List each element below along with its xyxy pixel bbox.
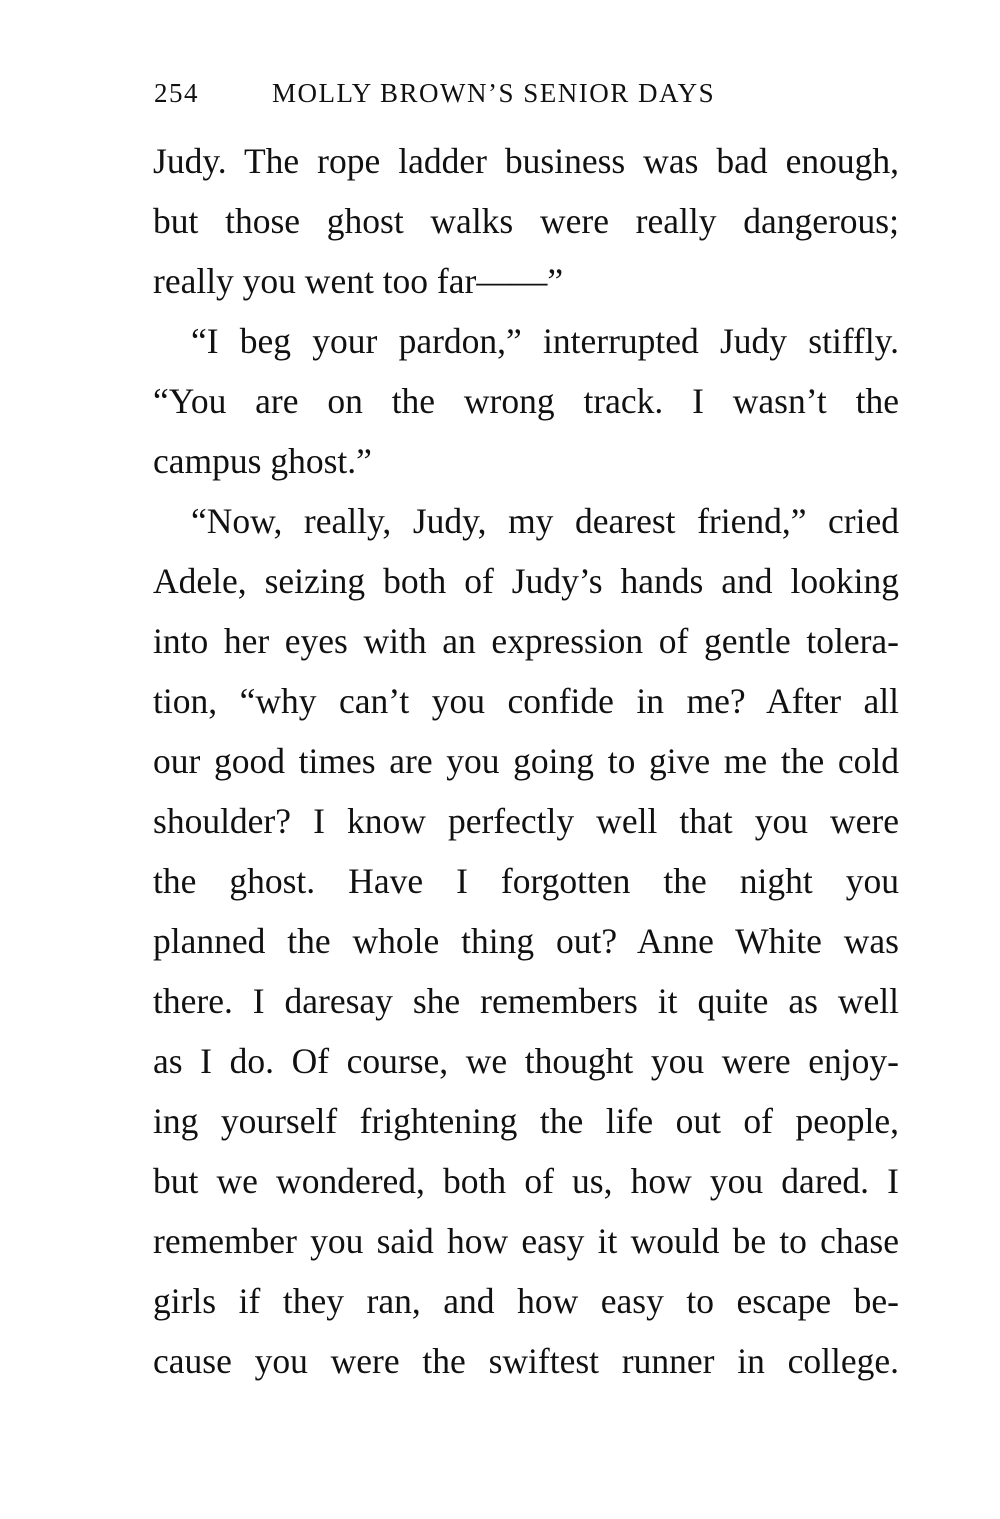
text-line: as I do. Of course, we thought you were enjoy- <box>153 1041 899 1081</box>
paragraph-2 <box>153 311 899 491</box>
running-head <box>154 78 794 118</box>
text-line: but we wondered, both of us, how you dared. I <box>153 1161 899 1201</box>
text-line: tion, “why can’t you confide in me? After all <box>153 681 899 721</box>
text-line: cause you were the swiftest runner in college. <box>153 1341 899 1381</box>
text-line: Judy. The rope ladder business was bad enough, <box>153 141 899 181</box>
text-line: our good times are you going to give me the cold <box>153 741 899 781</box>
text-line: planned the whole thing out? Anne White was <box>153 921 899 961</box>
body-text <box>153 131 899 1391</box>
text-line: into her eyes with an expression of gentle tolera- <box>153 621 899 661</box>
text-line: campus ghost.” <box>153 441 372 481</box>
paragraph-1 <box>153 131 899 311</box>
paragraph-3 <box>153 491 899 1391</box>
text-line: Adele, seizing both of Judy’s hands and looking <box>153 561 899 601</box>
text-line: girls if they ran, and how easy to escape be- <box>153 1281 899 1321</box>
text-line: “Now, really, Judy, my dearest friend,” cried <box>191 501 899 541</box>
text-line: the ghost. Have I forgotten the night you <box>153 861 899 901</box>
text-line: but those ghost walks were really dangerous; <box>153 201 899 241</box>
text-line: really you went too far——” <box>153 261 564 301</box>
text-line: there. I daresay she remembers it quite as well <box>153 981 899 1021</box>
text-line: remember you said how easy it would be to chase <box>153 1221 899 1261</box>
text-line: “I beg your pardon,” interrupted Judy stiffly. <box>191 321 899 361</box>
text-line: shoulder? I know perfectly well that you were <box>153 801 899 841</box>
text-line: “You are on the wrong track. I wasn’t the <box>153 381 899 421</box>
page-number: 254 <box>154 78 199 108</box>
running-title: MOLLY BROWN’S SENIOR DAYS <box>272 78 716 108</box>
text-line: ing yourself frightening the life out of people, <box>153 1101 899 1141</box>
